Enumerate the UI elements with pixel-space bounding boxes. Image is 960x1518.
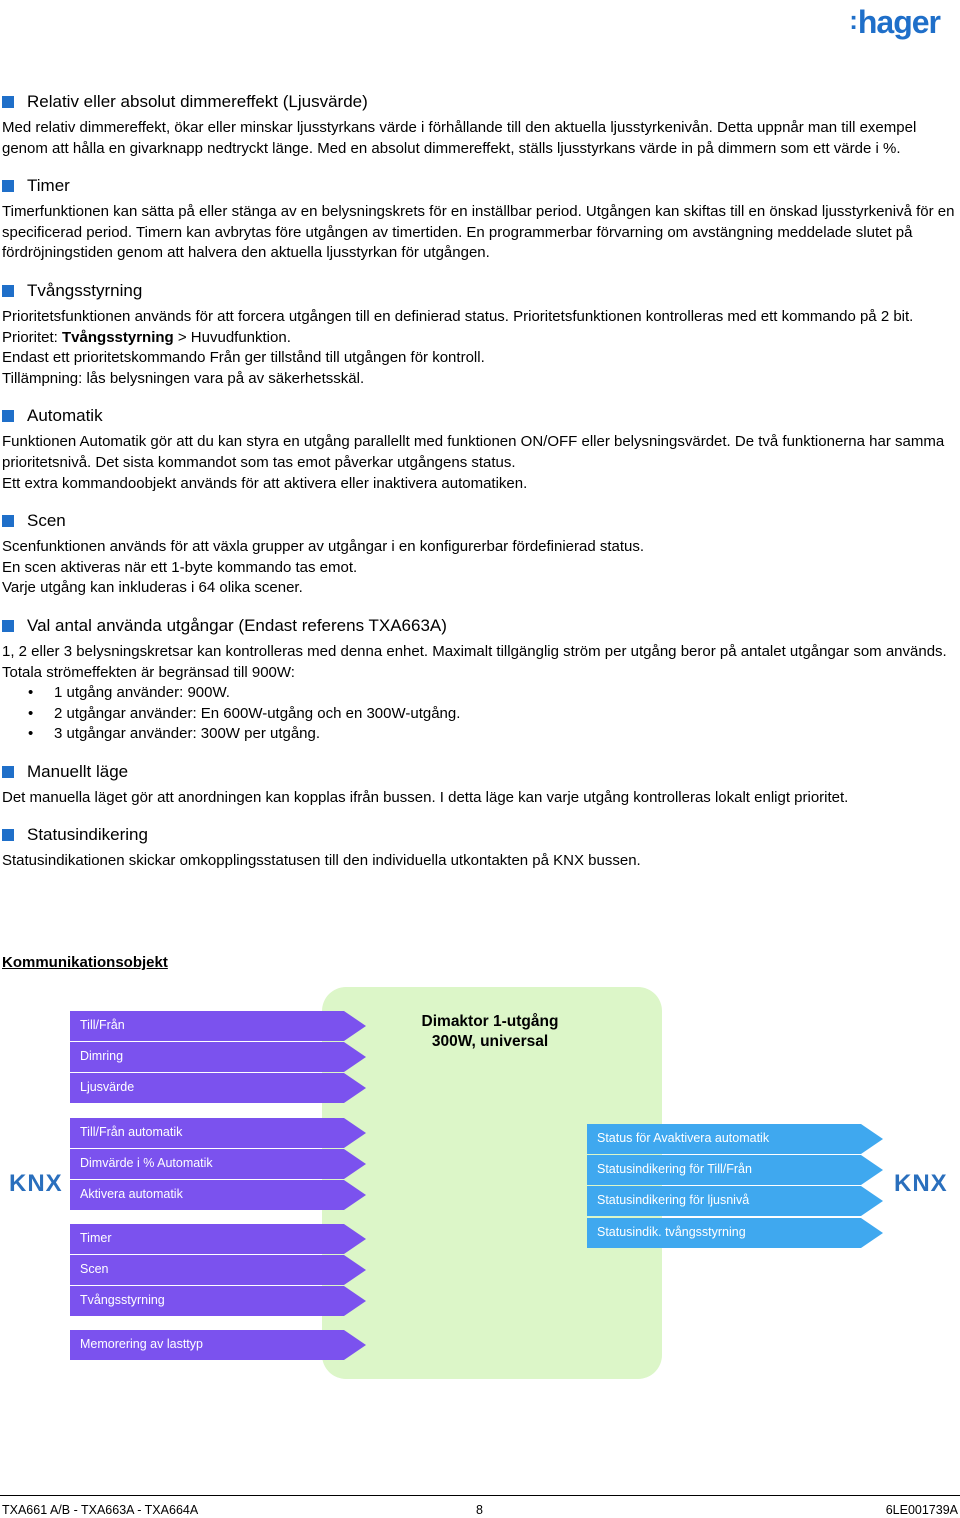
section-title: Scen — [27, 511, 66, 531]
input-label: Ljusvärde — [80, 1080, 135, 1094]
bullet-square-icon — [2, 829, 14, 841]
input-arrow — [70, 1073, 366, 1103]
paragraph: Endast ett prioritetskommando Från ger tillstånd till utgången för kontroll. — [2, 349, 485, 367]
kommunikation-title: Kommunikationsobjekt — [2, 954, 168, 971]
knx-logo-right: KNX — [894, 1170, 948, 1197]
device-title-line1: Dimaktor 1-utgång — [421, 1013, 559, 1030]
section-title: Manuellt läge — [27, 761, 129, 781]
bullet-list — [2, 683, 958, 745]
input-label: Till/Från — [80, 1018, 125, 1032]
output-label: Statusindikering för Till/Från — [597, 1162, 752, 1176]
section-manuellt-lage — [0, 762, 958, 809]
priority-bold: Tvångsstyrning — [62, 328, 174, 346]
output-label: Statusindikering för ljusnivå — [597, 1193, 750, 1207]
input-arrow — [70, 1255, 366, 1285]
device-title — [385, 1012, 595, 1052]
section-title: Automatik — [27, 406, 103, 426]
logo-text: hager — [857, 4, 940, 40]
bullet-square-icon — [2, 766, 14, 778]
list-item: • 1 utgång använder: 900W. — [2, 683, 958, 704]
section-dimmereffekt — [0, 92, 958, 159]
list-item: • 3 utgångar använder: 300W per utgång. — [2, 724, 958, 745]
bullet-square-icon — [2, 515, 14, 527]
paragraph: Tillämpning: lås belysningen vara på av säkerhetsskäl. — [2, 369, 365, 387]
footer-reference: TXA661 A/B - TXA663A - TXA664A — [2, 1503, 199, 1517]
paragraph: Varje utgång kan inkluderas i 64 olika scener. — [2, 579, 303, 597]
input-arrow — [70, 1286, 366, 1316]
footer-divider — [0, 1495, 960, 1496]
section-automatik — [0, 406, 958, 494]
output-arrow — [587, 1186, 883, 1216]
paragraph: Det manuella läget gör att anordningen kan kopplas ifrån bussen. I detta läge kan varje utgång kontrolleras lokalt enligt prioritet. — [2, 788, 849, 806]
input-label: Till/Från automatik — [80, 1125, 183, 1139]
page-number: 8 — [476, 1503, 483, 1517]
input-arrow — [70, 1224, 366, 1254]
input-label: Dimring — [80, 1049, 124, 1063]
hager-logo — [849, 4, 940, 41]
input-label: Memorering av lasttyp — [80, 1337, 203, 1351]
section-title: Statusindikering — [27, 825, 148, 845]
section-title: Relativ eller absolut dimmereffekt (Ljusvärde) — [27, 92, 368, 111]
bullet-square-icon — [2, 620, 14, 632]
bullet-square-icon — [2, 285, 14, 297]
output-arrow — [587, 1124, 883, 1154]
logo-colon: : — [849, 5, 857, 35]
paragraph: Scenfunktionen används för att växla grupper av utgångar i en konfigurerbar fördefinierad status. — [2, 538, 645, 556]
device-title-line2: 300W, universal — [431, 1033, 549, 1050]
section-tvangsstyrning — [0, 281, 958, 389]
paragraph: Ett extra kommandoobjekt används för att aktivera eller inaktivera automatiken. — [2, 474, 528, 492]
input-arrow — [70, 1180, 366, 1210]
input-label: Tvångsstyrning — [80, 1293, 165, 1307]
input-arrow — [70, 1011, 366, 1041]
input-label: Scen — [80, 1262, 109, 1276]
input-label: Timer — [80, 1231, 112, 1245]
input-arrow — [70, 1118, 366, 1148]
section-title: Val antal använda utgångar (Endast referens TXA663A) — [27, 615, 447, 635]
section-title: Tvångsstyrning — [27, 280, 143, 300]
output-arrow — [587, 1218, 883, 1248]
input-label: Dimvärde i % Automatik — [80, 1156, 213, 1170]
section-timer — [0, 176, 958, 264]
section-title: Timer — [27, 176, 70, 196]
paragraph: Statusindikationen skickar omkopplingsstatusen till den individuella utkontakten på KNX bussen. — [2, 852, 641, 870]
input-arrow — [70, 1042, 366, 1072]
output-label: Statusindik. tvångsstyrning — [597, 1225, 746, 1239]
paragraph: Med relativ dimmereffekt, ökar eller minskar ljusstyrkans värde i förhållande till den aktuella ljusstyrkenivån. Detta uppnår man till exempel genom att hålla en givarknapp nedtryckt länge. Med en absolut dimmereffekt, ställs ljusstyrkans värde in på dimmern som ett värde i %. — [2, 119, 917, 157]
input-arrow — [70, 1330, 366, 1360]
section-val-antal-utgangar — [0, 616, 958, 745]
paragraph: Funktionen Automatik gör att du kan styra en utgång parallellt med funktionen ON/OFF eller belysningsvärdet. De två funktionerna har samma prioritetsnivå. Det sista kommandot som tas emot påverkar utgångens status. — [2, 433, 945, 471]
paragraph: 1, 2 eller 3 belysningskretsar kan kontrolleras med denna enhet. Maximalt tillgänglig ström per utgång beror på antalet utgångar som används. Totala strömeffekten är begränsad till 900W: — [2, 642, 947, 681]
input-label: Aktivera automatik — [80, 1187, 183, 1201]
bullet-square-icon — [2, 96, 14, 108]
main-content — [0, 92, 958, 889]
paragraph: Timerfunktionen kan sätta på eller stänga av en belysningskrets för en inställbar period. Utgången kan skiftas till en önskad ljusstyrkenivå för en specificerad period. Timern kan avbrytas före utgången av timertiden. En programmerbar förvarning om avstängning meddelade slutet på fördröjningstiden genom att halvera den aktuella ljusstyrkan för utgången. — [2, 203, 955, 262]
input-arrow — [70, 1149, 366, 1179]
list-item: • 2 utgångar använder: En 600W-utgång och en 300W-utgång. — [2, 704, 958, 725]
section-scen — [0, 511, 958, 599]
output-arrow — [587, 1155, 883, 1185]
knx-logo-left: KNX — [9, 1170, 63, 1197]
priority-suffix: > Huvudfunktion. — [173, 328, 291, 346]
bullet-square-icon — [2, 410, 14, 422]
paragraph: Prioritetsfunktionen används för att forcera utgången till en definierad status. Prioritetsfunktionen kontrolleras med ett kommando på 2 bit. — [2, 307, 914, 325]
priority-line — [2, 328, 958, 349]
output-label: Status för Avaktivera automatik — [597, 1131, 770, 1145]
priority-prefix: Prioritet: — [2, 328, 63, 346]
footer-doc-id: 6LE001739A — [885, 1503, 958, 1517]
paragraph: En scen aktiveras när ett 1-byte kommando tas emot. — [2, 558, 358, 576]
section-statusindikering — [0, 825, 958, 872]
bullet-square-icon — [2, 180, 14, 192]
